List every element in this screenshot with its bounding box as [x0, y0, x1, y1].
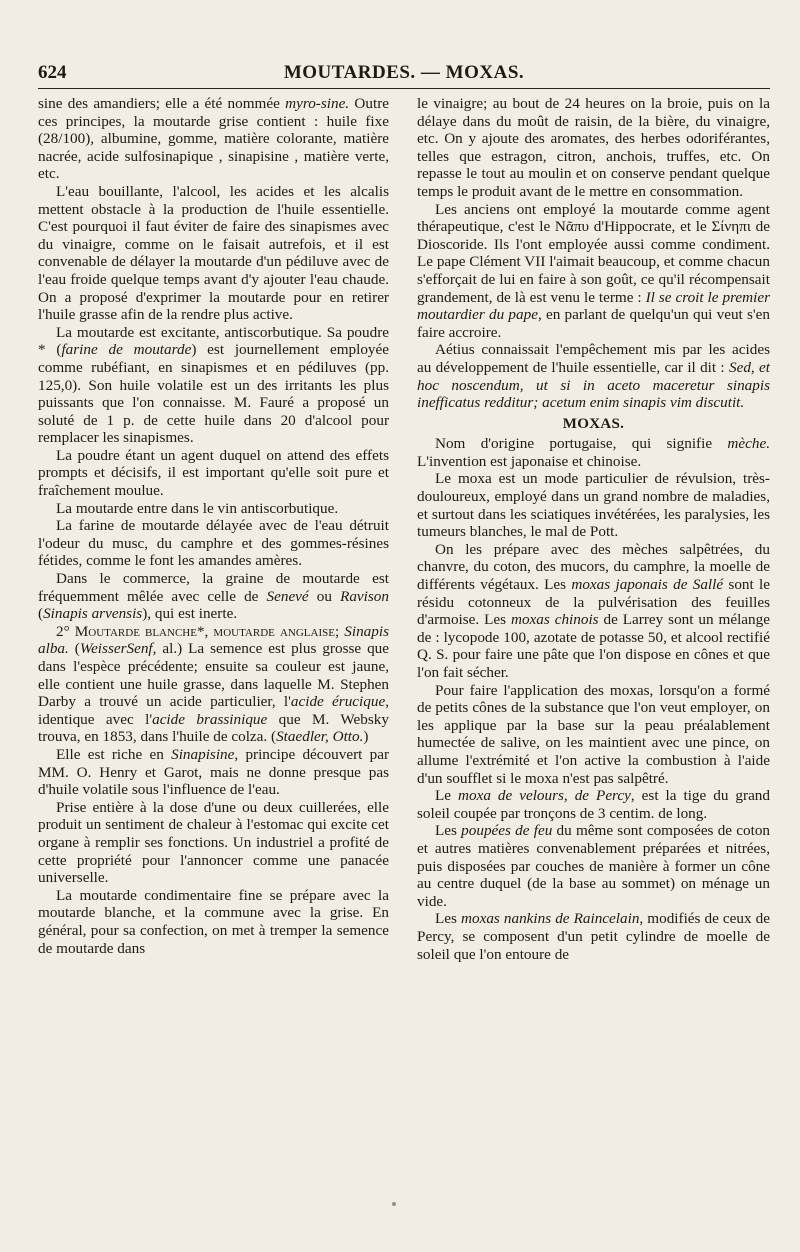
paragraph: 2° Moutarde blanche*, moutarde anglaise; Sinapis alba. (WeisserSenf, al.) La semence est plus grosse que dans l'espèce précédente; ensuite sa couleur est jaune, elle contient une huile grasse, dans laquelle M. Stephen Darby a trouvé un acide particulier, l'acide érucique, identique avec l'acide brassinique que M. Websky trouva, en 1853, dans l'huile de colza. (Staedler, Otto.) [38, 622, 389, 746]
paragraph: Elle est riche en Sinapisine, principe découvert par MM. O. Henry et Garot, mais ne donne presque pas d'huile volatile sous l'influence de l'eau. [38, 745, 390, 799]
section-heading: MOXAS. [562, 415, 625, 432]
paragraph: Les anciens ont employé la moutarde comme agent thérapeutique, c'est le Νᾶπυ d'Hippocrate, et le Σίνηπι de Dioscoride. Ils l'ont employée aussi comme condiment. Le pape Clément VII l'aimait beaucoup, et comme chacun s'efforçait de lui en faire à son goût, ce qu'il récompensait grandement, de là est venu le terme : Il se croit le premier moutardier du pape, en parlant de quelqu'un qui veut s'en faire accroire. [417, 200, 770, 341]
paragraph: le vinaigre; au bout de 24 heures on la broie, puis on la délaye dans du moût de raisin, de la bière, du vinaigre, etc. On y ajoute des aromates, des herbes odoriférantes, telles que estragon, citron, anchois, truffes, etc. On repasse le tout au moulin et on conserve pendant quelque temps le produit avant de le mettre en consommation. [417, 95, 770, 200]
paragraph: Nom d'origine portugaise, qui signifie mèche. L'invention est japonaise et chinoise. [417, 435, 770, 470]
paragraph: Prise entière à la dose d'une ou deux cuillerées, elle produit un sentiment de chaleur à l'estomac qui excite cet organe à remplir ses fonctions. Un industriel a profité de cette propriété pour l'annoncer comme une panacée universelle. [38, 798, 389, 887]
paragraph: On les prépare avec des mèches salpêtrées, du chanvre, du coton, des mucors, du camphre, la moelle de différents végétaux. Les moxas japonais de Sallé sont le résidu cotonneux de la pulvérisation des feuilles d'armoise. Les moxas chinois de Larrey sont un mélange de : lycopode 100, azotate de potasse 50, et alcool rectifié Q. S. pour faire une pâte que l'on dispose en cônes et que l'on fait sécher. [417, 540, 771, 681]
ink-spot [392, 1202, 396, 1206]
paragraph: L'eau bouillante, l'alcool, les acides et les alcalis mettent obstacle à la production de l'huile essentielle. C'est pourquoi il faut éviter de faire des sinapismes avec du vinaigre, comme on le faisait autrefois, et il est convenable de délayer la moutarde d'un pédiluve avec de l'eau froide quelque temps avant d'y ajouter l'eau chaude. On a proposé d'exprimer la moutarde pour en retirer l'huile grasse afin de la rendre plus active. [38, 182, 389, 324]
page-number: 624 [38, 62, 67, 83]
paragraph: sine des amandiers; elle a été nommée myro-sine. Outre ces principes, la moutarde grise contient : huile fixe (28/100), albumine, gomme, matière colorante, matière nacrée, acide sulfosinapique , sinapisine , matière verte, etc. [38, 95, 389, 183]
running-title: MOUTARDES. — MOXAS. [283, 62, 525, 83]
left-column [38, 95, 389, 957]
paragraph: La moutarde est excitante, antiscorbutique. Sa poudre * (farine de moutarde) est journellement employée comme rubéfiant, en sinapismes et en pédiluves (pp. 125,0). Son huile volatile est un des irritants les plus puissants que l'on connaisse. M. Fauré a proposé un soluté de 1 p. de cette huile dans 20 d'alcool pour remplacer les sinapismes. [38, 323, 390, 447]
paragraph: Pour faire l'application des moxas, lorsqu'on a formé de petits cônes de la substance que l'on veut employer, on les applique par la base sur la peau préalablement humectée de salive, on les maintient avec une pince, on allume l'extrémité et l'on active la combustion à l'aide d'un soufflet si le moxa n'est pas salpêtré. [417, 681, 770, 787]
paragraph: La moutarde entre dans le vin antiscorbutique. [56, 499, 339, 517]
paragraph: Le moxa est un mode particulier de révulsion, très-douloureux, employé dans un grand nombre de maladies, et surtout dans les sciatiques invétérées, les paralysies, les tumeurs blanches, le mal de Pott. [417, 470, 770, 541]
paragraph: La farine de moutarde délayée avec de l'eau détruit l'odeur du musc, du camphre et des gommes-résines fétides, comme le font les amandes amères. [38, 517, 389, 570]
paragraph: Les moxas nankins de Raincelain, modifiés de ceux de Percy, se composent d'un petit cylindre de moelle de soleil que l'on entoure de [417, 910, 770, 963]
paragraph: Dans le commerce, la graine de moutarde est fréquemment mêlée avec celle de Senevé ou Ravison (Sinapis arvensis), qui est inerte. [38, 570, 389, 623]
paragraph: La moutarde condimentaire fine se prépare avec la moutarde blanche, et la commune avec la grise. En général, pour sa confection, on met à tremper la semence de moutarde dans [38, 886, 389, 957]
paragraph: Le moxa de velours, de Percy, est la tige du grand soleil coupée par tronçons de 3 centim. de long. [417, 787, 770, 822]
paragraph: Les poupées de feu du même sont composées de coton et autres matières convenablement préparées et nitrées, puis disposées par couches de manière à former un cône au centre duquel (de la base au sommet) on ménage un vide. [417, 822, 771, 910]
header-rule [38, 88, 770, 89]
paragraph: Aétius connaissait l'empêchement mis par les acides au développement de l'huile essentielle, car il dit : Sed, et hoc noscendum, ut si in aceto maceretur sinapis inefficatus redditur; acetum enim sinapis vim discutit. [417, 341, 770, 412]
paragraph: La poudre étant un agent duquel on attend des effets prompts et décisifs, il est important qu'elle soit pure et fraîchement moulue. [38, 446, 389, 500]
right-column [417, 95, 770, 963]
